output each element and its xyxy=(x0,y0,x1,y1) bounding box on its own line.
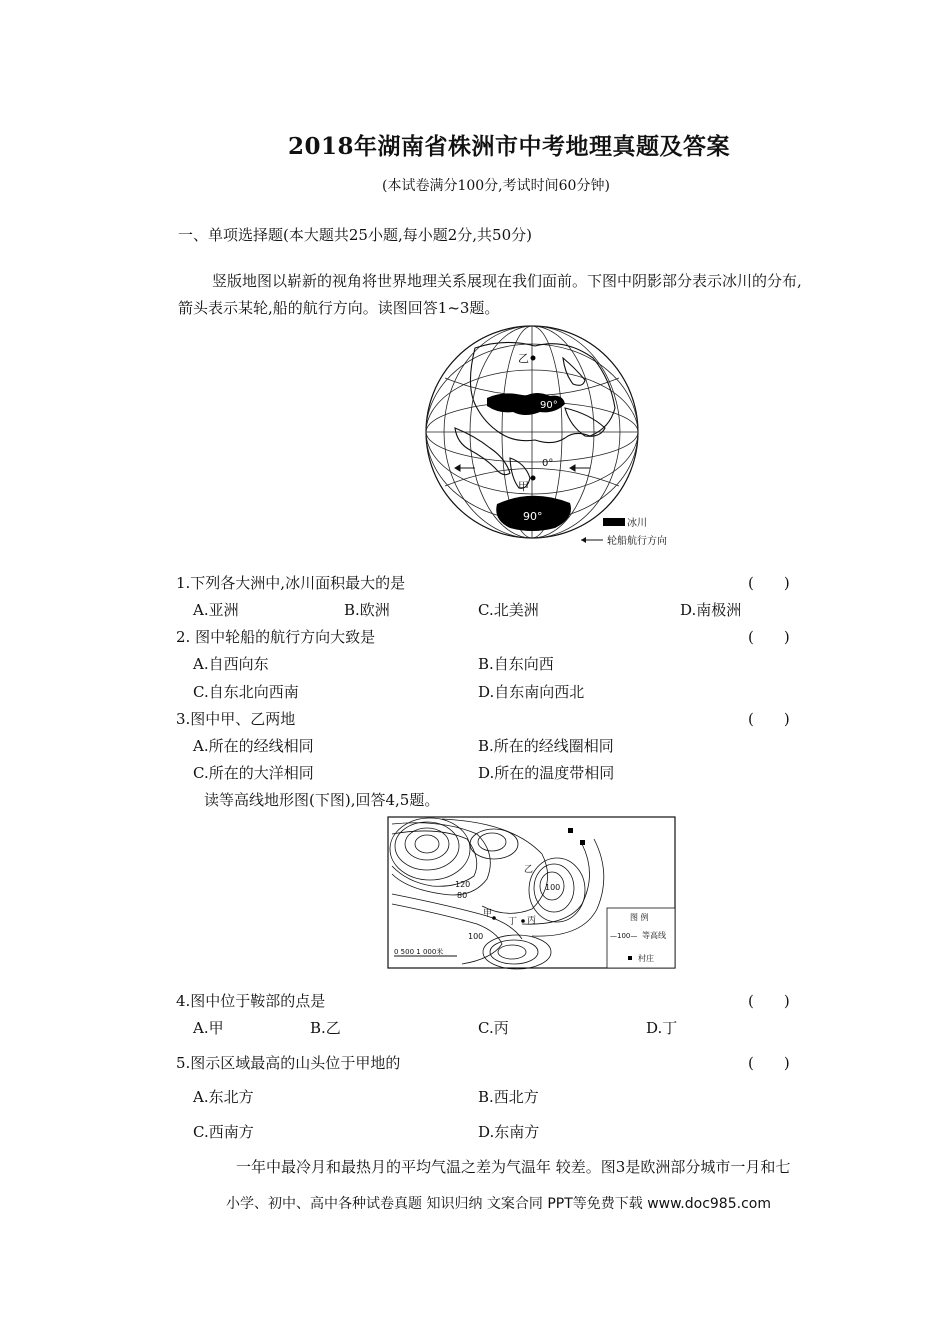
q2-answer-blank: ( ) xyxy=(748,628,790,646)
q5-option-d: D.东南方 xyxy=(478,1123,540,1141)
q5-option-b: B.西北方 xyxy=(478,1088,539,1106)
point-bing-contour xyxy=(521,919,525,923)
q2-option-d: D.自东南向西北 xyxy=(478,683,585,701)
label-90n: 90° xyxy=(540,400,558,411)
contour-legend-title: 图 例 xyxy=(630,913,649,922)
village-marker-2 xyxy=(580,840,585,845)
q4-stem: 4.图中位于鞍部的点是 xyxy=(176,992,326,1010)
intro-1-line-1: 竖版地图以崭新的视角将世界地理关系展现在我们面前。下图中阴影部分表示冰川的分布, xyxy=(212,272,802,290)
label-jia-contour: 甲 xyxy=(483,909,493,919)
intro-2: 读等高线地形图(下图),回答4,5题。 xyxy=(204,791,440,809)
q3-answer-blank: ( ) xyxy=(748,710,790,728)
contour-label-100-a: 100 xyxy=(545,883,561,892)
legend-glacier-label: 冰川 xyxy=(627,518,647,529)
q1-stem: 1.下列各大洲中,冰川面积最大的是 xyxy=(176,574,406,592)
page-subtitle: (本试卷满分100分,考试时间60分钟) xyxy=(382,178,610,194)
contour-legend-contour-label: 等高线 xyxy=(642,931,666,940)
q2-option-b: B.自东向西 xyxy=(478,655,554,673)
q2-stem: 2. 图中轮船的航行方向大致是 xyxy=(176,628,376,646)
scale-label: 0 500 1 000米 xyxy=(394,948,444,956)
label-jia: 甲 xyxy=(518,480,529,493)
q4-option-b: B.乙 xyxy=(310,1019,341,1037)
q3-option-d: D.所在的温度带相同 xyxy=(478,764,615,782)
contour-legend-line: —100— xyxy=(610,932,638,940)
q1-option-b: B.欧洲 xyxy=(344,601,390,619)
q1-option-d: D.南极洲 xyxy=(680,601,742,619)
q4-option-a: A.甲 xyxy=(193,1019,224,1037)
label-bing-contour: 丙 xyxy=(527,916,537,926)
footer-link-text: 小学、初中、高中各种试卷真题 知识归纳 文案合同 PPT等免费下载 www.doc985.com xyxy=(226,1196,771,1212)
label-yi: 乙 xyxy=(518,352,529,365)
q1-answer-blank: ( ) xyxy=(748,574,790,592)
intro-1-line-2: 箭头表示某轮,船的航行方向。读图回答1~3题。 xyxy=(178,299,500,317)
point-jia xyxy=(531,476,536,481)
label-0: 0° xyxy=(542,458,554,469)
point-yi xyxy=(531,356,536,361)
q4-option-d: D.丁 xyxy=(646,1019,678,1037)
section-heading: 一、单项选择题(本大题共25小题,每小题2分,共50分) xyxy=(178,226,532,244)
q3-option-a: A.所在的经线相同 xyxy=(193,737,314,755)
q5-answer-blank: ( ) xyxy=(748,1054,790,1072)
globe-figure xyxy=(415,318,715,554)
q5-stem: 5.图示区域最高的山头位于甲地的 xyxy=(176,1054,401,1072)
legend-glacier-swatch xyxy=(603,518,625,526)
q5-option-c: C.西南方 xyxy=(193,1123,254,1141)
legend-route-arrowhead xyxy=(581,537,586,543)
contour-map-figure xyxy=(382,814,680,972)
q2-option-c: C.自东北向西南 xyxy=(193,683,299,701)
contour-label-120: 120 xyxy=(455,880,471,889)
q3-option-c: C.所在的大洋相同 xyxy=(193,764,314,782)
contour-label-80: 80 xyxy=(457,891,468,900)
q3-stem: 3.图中甲、乙两地 xyxy=(176,710,296,728)
legend-route-label: 轮船航行方向 xyxy=(607,536,667,547)
q2-option-a: A.自西向东 xyxy=(193,655,269,673)
q3-option-b: B.所在的经线圈相同 xyxy=(478,737,614,755)
page-title: 2018年湖南省株洲市中考地理真题及答案 xyxy=(288,133,731,160)
contour-legend-village-marker xyxy=(628,956,632,960)
contour-label-100-b: 100 xyxy=(468,932,484,941)
q4-option-c: C.丙 xyxy=(478,1019,509,1037)
q4-answer-blank: ( ) xyxy=(748,992,790,1010)
label-ding-contour: 丁 xyxy=(508,917,518,927)
point-jia-contour xyxy=(492,916,496,920)
q5-option-a: A.东北方 xyxy=(193,1088,254,1106)
q1-option-a: A.亚洲 xyxy=(193,601,239,619)
label-90s: 90° xyxy=(523,510,543,523)
intro-3: 一年中最冷月和最热月的平均气温之差为气温年 较差。图3是欧洲部分城市一月和七 xyxy=(236,1158,791,1176)
label-yi-contour: 乙 xyxy=(524,865,534,875)
q1-option-c: C.北美洲 xyxy=(478,601,539,619)
contour-legend-village-label: 村庄 xyxy=(638,954,654,963)
village-marker-1 xyxy=(568,828,573,833)
